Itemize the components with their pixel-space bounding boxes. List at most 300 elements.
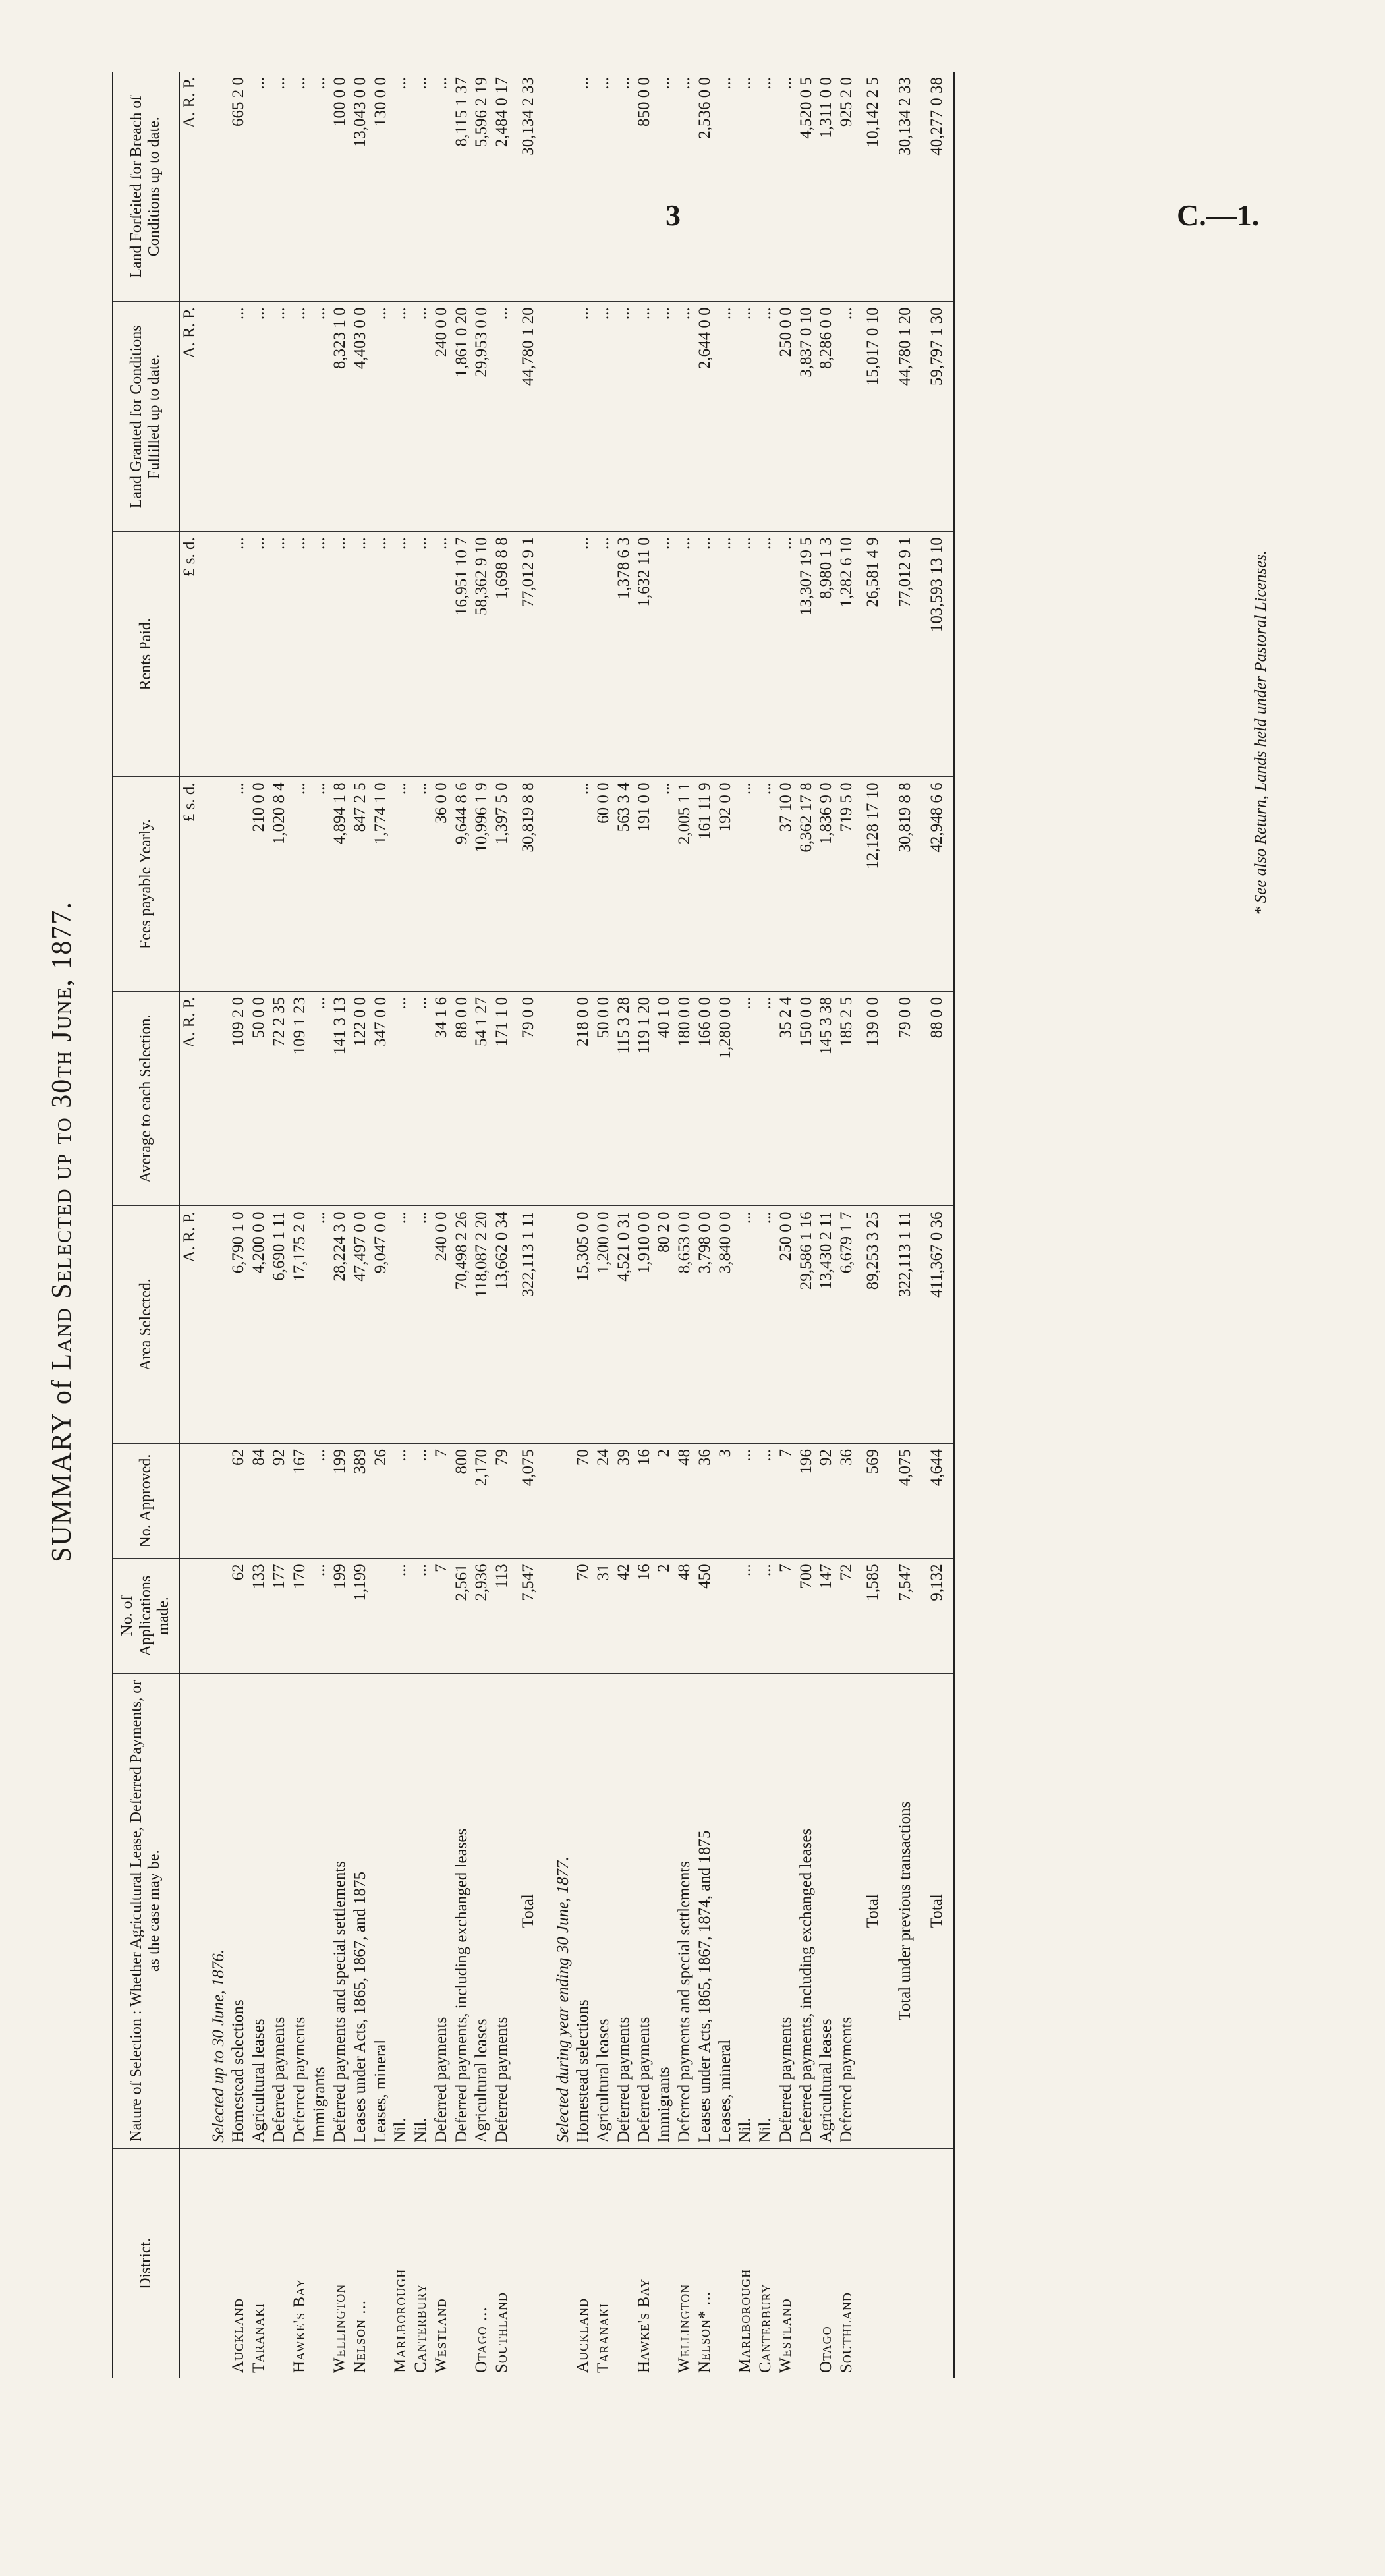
rents-cell: ... (269, 532, 290, 777)
fees-cell: 847 2 5 (351, 777, 371, 992)
fees-cell: ... (391, 777, 411, 992)
table-row (716, 72, 736, 2378)
rents-cell: 58,362 9 10 (472, 532, 492, 777)
apps-cell: 177 (269, 1559, 290, 1673)
granted-cell: ... (310, 302, 330, 532)
fees-cell: ... (573, 777, 594, 992)
forfeited-cell: ... (654, 72, 675, 302)
table-row (452, 72, 472, 2378)
area-cell: 29,586 1 16 (797, 1206, 817, 1443)
granted-cell: ... (269, 302, 290, 532)
blank-cell (545, 72, 574, 302)
forfeited-cell: 850 0 0 (635, 72, 655, 302)
area-cell: 80 2 0 (654, 1206, 675, 1443)
apps-cell: 7 (776, 1559, 797, 1673)
rents-cell: ... (330, 532, 351, 777)
rents-cell: ... (735, 532, 756, 777)
forfeited-cell: ... (269, 72, 290, 302)
forfeited-cell: 2,536 0 0 (695, 72, 716, 302)
forfeited-total: 30,134 2 33 (513, 72, 545, 302)
rents-cell: ... (675, 532, 695, 777)
table-row (229, 72, 249, 2378)
table-body (179, 72, 954, 2378)
approved-total: 4,075 (890, 1443, 922, 1558)
average-cell: 150 0 0 (797, 991, 817, 1206)
apps-cell: 72 (837, 1559, 857, 1673)
approved-cell: 70 (573, 1443, 594, 1558)
table-row (472, 72, 492, 2378)
fees-cell: 161 11 9 (695, 777, 716, 992)
fees-total: 30,819 8 8 (513, 777, 545, 992)
district-cell: Wellington (675, 2283, 694, 2373)
forfeited-cell: ... (776, 72, 797, 302)
forfeited-cell: ... (249, 72, 269, 302)
approved-cell: 92 (269, 1443, 290, 1558)
nature-cell: Nil. (756, 1673, 776, 2148)
forfeited-cell: ... (411, 72, 432, 302)
district-cell (269, 2148, 290, 2378)
total-label: Total (513, 1673, 545, 2148)
fees-cell: 1,836 9 0 (816, 777, 837, 992)
granted-cell: ... (594, 302, 614, 532)
nature-cell: Deferred payments (492, 1673, 513, 2148)
fees-total: 12,128 17 10 (857, 777, 890, 992)
forfeited-total: 30,134 2 33 (890, 72, 922, 302)
granted-cell: ... (492, 302, 513, 532)
table-row (776, 72, 797, 2378)
apps-cell: 450 (695, 1559, 716, 1673)
fees-cell: 563 3 4 (614, 777, 635, 992)
apps-cell: 42 (614, 1559, 635, 1673)
total-previous-row (890, 72, 922, 2378)
fees-cell: ... (310, 777, 330, 992)
district-cell: Marlborough (736, 2268, 754, 2373)
nature-cell: Deferred payments (837, 1673, 857, 2148)
header-row (113, 72, 179, 2378)
forfeited-cell: 5,596 2 19 (472, 72, 492, 302)
col-nature: Nature of Selection : Whether Agricultural Lease, Deferred Payments, or as the case may be. (113, 1673, 179, 2148)
rents-cell: ... (654, 532, 675, 777)
blank-cell (200, 1206, 229, 1443)
blank-cell (545, 777, 574, 992)
approved-cell: 800 (452, 1443, 472, 1558)
col-approved: No. Approved. (113, 1443, 179, 1558)
district-cell: Otago ... (472, 2306, 491, 2373)
forfeited-cell: 4,520 0 5 (797, 72, 817, 302)
approved-cell: 167 (290, 1443, 310, 1558)
total-label: Total (921, 1673, 954, 2148)
area-total: 322,113 1 11 (890, 1206, 922, 1443)
average-cell: 35 2 4 (776, 991, 797, 1206)
approved-cell: 62 (229, 1443, 249, 1558)
fees-cell: 191 0 0 (635, 777, 655, 992)
fees-cell: ... (290, 777, 310, 992)
page-title (46, 704, 78, 1759)
area-cell: 4,200 0 0 (249, 1206, 269, 1443)
apps-cell (716, 1559, 736, 1673)
forfeited-cell: ... (614, 72, 635, 302)
rents-cell: ... (432, 532, 452, 777)
average-total: 79 0 0 (513, 991, 545, 1206)
district-cell: Taranaki (594, 2303, 613, 2373)
col-district: District. (113, 2148, 179, 2378)
nature-cell: Immigrants (310, 1673, 330, 2148)
approved-cell: 3 (716, 1443, 736, 1558)
granted-cell: ... (391, 302, 411, 532)
average-cell: 109 1 23 (290, 991, 310, 1206)
area-cell: 1,910 0 0 (635, 1206, 655, 1443)
area-cell: ... (411, 1206, 432, 1443)
fees-total: 42,948 6 6 (921, 777, 954, 992)
area-cell: ... (735, 1206, 756, 1443)
average-cell: 166 0 0 (695, 991, 716, 1206)
average-cell: 185 2 5 (837, 991, 857, 1206)
rents-cell: 1,282 6 10 (837, 532, 857, 777)
table-row (411, 72, 432, 2378)
table-row (492, 72, 513, 2378)
approved-cell: ... (756, 1443, 776, 1558)
average-cell: 122 0 0 (351, 991, 371, 1206)
table-row (432, 72, 452, 2378)
blank-cell (200, 1443, 229, 1558)
forfeited-cell: 130 0 0 (371, 72, 391, 302)
blank-cell (545, 1559, 574, 1673)
district-cell: Westland (432, 2298, 450, 2373)
nature-cell: Deferred payments, including exchanged leases (797, 1673, 817, 2148)
granted-cell: 8,286 0 0 (816, 302, 837, 532)
rents-cell: ... (776, 532, 797, 777)
table-row (614, 72, 635, 2378)
district-cell (797, 2148, 817, 2378)
approved-cell: ... (735, 1443, 756, 1558)
page-number: 3 (665, 198, 681, 232)
fees-cell: ... (654, 777, 675, 992)
apps-cell: 2,936 (472, 1559, 492, 1673)
district-cell: Canterbury (756, 2283, 775, 2373)
fees-cell: 1,020 8 4 (269, 777, 290, 992)
unit-label: A. R. P. (179, 72, 200, 302)
blank-cell (545, 302, 574, 532)
fees-cell: 4,894 1 8 (330, 777, 351, 992)
approved-cell: 92 (816, 1443, 837, 1558)
granted-cell: ... (735, 302, 756, 532)
nature-cell: Homestead selections (573, 1673, 594, 2148)
area-cell: ... (391, 1206, 411, 1443)
area-cell: 70,498 2 26 (452, 1206, 472, 1443)
forfeited-cell: ... (756, 72, 776, 302)
apps-cell: ... (756, 1559, 776, 1673)
forfeited-cell: ... (391, 72, 411, 302)
average-cell: ... (411, 991, 432, 1206)
blank-cell (179, 1559, 200, 1673)
approved-cell: 39 (614, 1443, 635, 1558)
nature-cell: Leases, mineral (716, 1673, 736, 2148)
apps-cell: 31 (594, 1559, 614, 1673)
district-cell: Nelson ... (351, 2299, 369, 2373)
apps-cell: 170 (290, 1559, 310, 1673)
table-row (391, 72, 411, 2378)
average-cell: ... (391, 991, 411, 1206)
approved-total: 569 (857, 1443, 890, 1558)
forfeited-cell: 925 2 0 (837, 72, 857, 302)
table-row (310, 72, 330, 2378)
forfeited-total: 10,142 2 5 (857, 72, 890, 302)
approved-cell: ... (391, 1443, 411, 1558)
rents-cell: 16,951 10 7 (452, 532, 472, 777)
blank-cell (200, 991, 229, 1206)
rents-cell: ... (249, 532, 269, 777)
approved-cell: 36 (837, 1443, 857, 1558)
granted-cell: ... (290, 302, 310, 532)
rents-cell: ... (695, 532, 716, 777)
granted-cell: ... (837, 302, 857, 532)
rents-cell: 1,632 11 0 (635, 532, 655, 777)
average-cell: 109 2 0 (229, 991, 249, 1206)
table-row (249, 72, 269, 2378)
district-cell: Otago (817, 2326, 835, 2373)
blank-cell (200, 777, 229, 992)
district-cell: Westland (776, 2298, 795, 2373)
blank-cell (545, 532, 574, 777)
district-cell: Nelson* ... (695, 2291, 714, 2373)
average-cell: 145 3 38 (816, 991, 837, 1206)
rents-cell: 13,307 19 5 (797, 532, 817, 777)
apps-cell: 70 (573, 1559, 594, 1673)
average-cell: ... (310, 991, 330, 1206)
nature-cell: Agricultural leases (594, 1673, 614, 2148)
rents-cell: ... (573, 532, 594, 777)
unit-label: £ s. d. (179, 532, 200, 777)
average-cell: 1,280 0 0 (716, 991, 736, 1206)
fees-cell: ... (229, 777, 249, 992)
blank-cell (179, 2148, 200, 2378)
rents-total: 77,012 9 1 (890, 532, 922, 777)
blank-cell (200, 72, 229, 302)
nature-cell: Nil. (735, 1673, 756, 2148)
section-label: Selected up to 30 June, 1876. (200, 1673, 229, 2148)
nature-cell: Deferred payments and special settlements (330, 1673, 351, 2148)
granted-cell: 2,644 0 0 (695, 302, 716, 532)
apps-cell: ... (411, 1559, 432, 1673)
area-cell: ... (310, 1206, 330, 1443)
area-cell: 8,653 0 0 (675, 1206, 695, 1443)
units-row (179, 72, 200, 2378)
title-rest: Land Selected up to 30th June, 1877. (47, 901, 77, 1371)
blank-cell (890, 2148, 922, 2378)
area-cell: 47,497 0 0 (351, 1206, 371, 1443)
fees-cell: 10,996 1 9 (472, 777, 492, 992)
rents-total: 77,012 9 1 (513, 532, 545, 777)
granted-cell: ... (229, 302, 249, 532)
area-cell: 13,430 2 11 (816, 1206, 837, 1443)
area-cell: 3,840 0 0 (716, 1206, 736, 1443)
nature-cell: Homestead selections (229, 1673, 249, 2148)
nature-cell: Deferred payments and special settlements (675, 1673, 695, 2148)
approved-cell: 84 (249, 1443, 269, 1558)
granted-cell: ... (635, 302, 655, 532)
blank-cell (200, 2148, 229, 2378)
district-cell: Southland (493, 2292, 511, 2373)
blank-cell (513, 2148, 545, 2378)
area-cell: 17,175 2 0 (290, 1206, 310, 1443)
forfeited-cell: ... (675, 72, 695, 302)
table-row (654, 72, 675, 2378)
average-cell: 218 0 0 (573, 991, 594, 1206)
district-cell (452, 2148, 472, 2378)
district-cell (654, 2148, 675, 2378)
unit-label: £ s. d. (179, 777, 200, 992)
area-cell: 6,679 1 7 (837, 1206, 857, 1443)
apps-cell (371, 1559, 391, 1673)
apps-cell: 2 (654, 1559, 675, 1673)
average-cell: 347 0 0 (371, 991, 391, 1206)
approved-cell: ... (411, 1443, 432, 1558)
area-total: 322,113 1 11 (513, 1206, 545, 1443)
nature-cell: Deferred payments (635, 1673, 655, 2148)
rents-cell: ... (310, 532, 330, 777)
rents-cell: ... (411, 532, 432, 777)
fees-cell: 9,644 8 6 (452, 777, 472, 992)
area-cell: 15,305 0 0 (573, 1206, 594, 1443)
blank-cell (200, 1559, 229, 1673)
table-row (735, 72, 756, 2378)
apps-cell: 147 (816, 1559, 837, 1673)
approved-cell: 36 (695, 1443, 716, 1558)
nature-cell: Deferred payments (269, 1673, 290, 2148)
blank-cell (545, 1206, 574, 1443)
title-prefix: SUMMARY of (47, 1370, 77, 1562)
granted-cell: 250 0 0 (776, 302, 797, 532)
average-cell: 141 3 13 (330, 991, 351, 1206)
approved-cell: 196 (797, 1443, 817, 1558)
district-cell (716, 2148, 736, 2378)
granted-total: 44,780 1 20 (890, 302, 922, 532)
blank-cell (179, 1673, 200, 2148)
district-cell (371, 2148, 391, 2378)
granted-cell: ... (675, 302, 695, 532)
granted-cell: ... (614, 302, 635, 532)
approved-cell: 16 (635, 1443, 655, 1558)
rents-cell: ... (391, 532, 411, 777)
blank-cell (179, 1443, 200, 1558)
average-cell: 115 3 28 (614, 991, 635, 1206)
apps-total: 7,547 (890, 1559, 922, 1673)
approved-cell: 26 (371, 1443, 391, 1558)
fees-cell: 36 0 0 (432, 777, 452, 992)
summary-table (112, 72, 955, 2378)
nature-cell: Deferred payments (776, 1673, 797, 2148)
nature-cell: Deferred payments (432, 1673, 452, 2148)
forfeited-cell: ... (573, 72, 594, 302)
col-area: Area Selected. (113, 1206, 179, 1443)
forfeited-cell: ... (594, 72, 614, 302)
granted-cell: ... (371, 302, 391, 532)
approved-total: 4,075 (513, 1443, 545, 1558)
footnote: * See also Return, Lands held under Pastoral Licenses. (1252, 550, 1270, 915)
apps-total: 7,547 (513, 1559, 545, 1673)
nature-cell: Deferred payments (290, 1673, 310, 2148)
blank-cell (200, 532, 229, 777)
average-cell: 119 1 20 (635, 991, 655, 1206)
blank-cell (921, 2148, 954, 2378)
average-cell: 171 1 0 (492, 991, 513, 1206)
average-cell: 180 0 0 (675, 991, 695, 1206)
apps-cell: 133 (249, 1559, 269, 1673)
fees-cell: 1,397 5 0 (492, 777, 513, 992)
granted-cell: 8,323 1 0 (330, 302, 351, 532)
district-cell (310, 2148, 330, 2378)
area-cell: 28,224 3 0 (330, 1206, 351, 1443)
district-cell: Marlborough (391, 2268, 410, 2373)
nature-cell: Agricultural leases (249, 1673, 269, 2148)
col-average: Average to each Selection. (113, 991, 179, 1206)
apps-total: 1,585 (857, 1559, 890, 1673)
forfeited-cell: 8,115 1 37 (452, 72, 472, 302)
area-total: 411,367 0 36 (921, 1206, 954, 1443)
granted-cell: 240 0 0 (432, 302, 452, 532)
apps-cell: 62 (229, 1559, 249, 1673)
table-row (573, 72, 594, 2378)
rents-cell: 1,378 6 3 (614, 532, 635, 777)
apps-cell: 113 (492, 1559, 513, 1673)
area-cell: 250 0 0 (776, 1206, 797, 1443)
granted-cell: ... (654, 302, 675, 532)
rents-cell: ... (351, 532, 371, 777)
approved-cell: 2 (654, 1443, 675, 1558)
forfeited-cell: 665 2 0 (229, 72, 249, 302)
granted-cell: 1,861 0 20 (452, 302, 472, 532)
fees-cell: 2,005 1 1 (675, 777, 695, 992)
area-cell: 118,087 2 20 (472, 1206, 492, 1443)
nature-cell: Agricultural leases (472, 1673, 492, 2148)
table-row (290, 72, 310, 2378)
apps-cell: 48 (675, 1559, 695, 1673)
fees-cell: 60 0 0 (594, 777, 614, 992)
nature-cell: Deferred payments (614, 1673, 635, 2148)
fees-total: 30,819 8 8 (890, 777, 922, 992)
nature-cell: Nil. (411, 1673, 432, 2148)
grand-total-row (921, 72, 954, 2378)
rents-total: 103,593 13 10 (921, 532, 954, 777)
average-total: 88 0 0 (921, 991, 954, 1206)
unit-label: A. R. P. (179, 1206, 200, 1443)
average-cell: ... (756, 991, 776, 1206)
total-label: Total (857, 1673, 890, 2148)
forfeited-cell: 13,043 0 0 (351, 72, 371, 302)
forfeited-cell: ... (735, 72, 756, 302)
fees-cell: ... (411, 777, 432, 992)
table-row (837, 72, 857, 2378)
apps-cell: 2,561 (452, 1559, 472, 1673)
total-row-2 (857, 72, 890, 2378)
apps-total: 9,132 (921, 1559, 954, 1673)
granted-cell: 3,837 0 10 (797, 302, 817, 532)
approved-cell: 48 (675, 1443, 695, 1558)
district-cell: Wellington (331, 2283, 349, 2373)
table-row (675, 72, 695, 2378)
blank-cell (200, 302, 229, 532)
average-cell: 50 0 0 (594, 991, 614, 1206)
apps-cell: ... (310, 1559, 330, 1673)
table-row (797, 72, 817, 2378)
area-cell: 13,662 0 34 (492, 1206, 513, 1443)
granted-cell: ... (716, 302, 736, 532)
granted-total: 59,797 1 30 (921, 302, 954, 532)
table-row (594, 72, 614, 2378)
section-label: Selected during year ending 30 June, 1877. (545, 1673, 574, 2148)
fees-cell: 719 5 0 (837, 777, 857, 992)
table-row (816, 72, 837, 2378)
